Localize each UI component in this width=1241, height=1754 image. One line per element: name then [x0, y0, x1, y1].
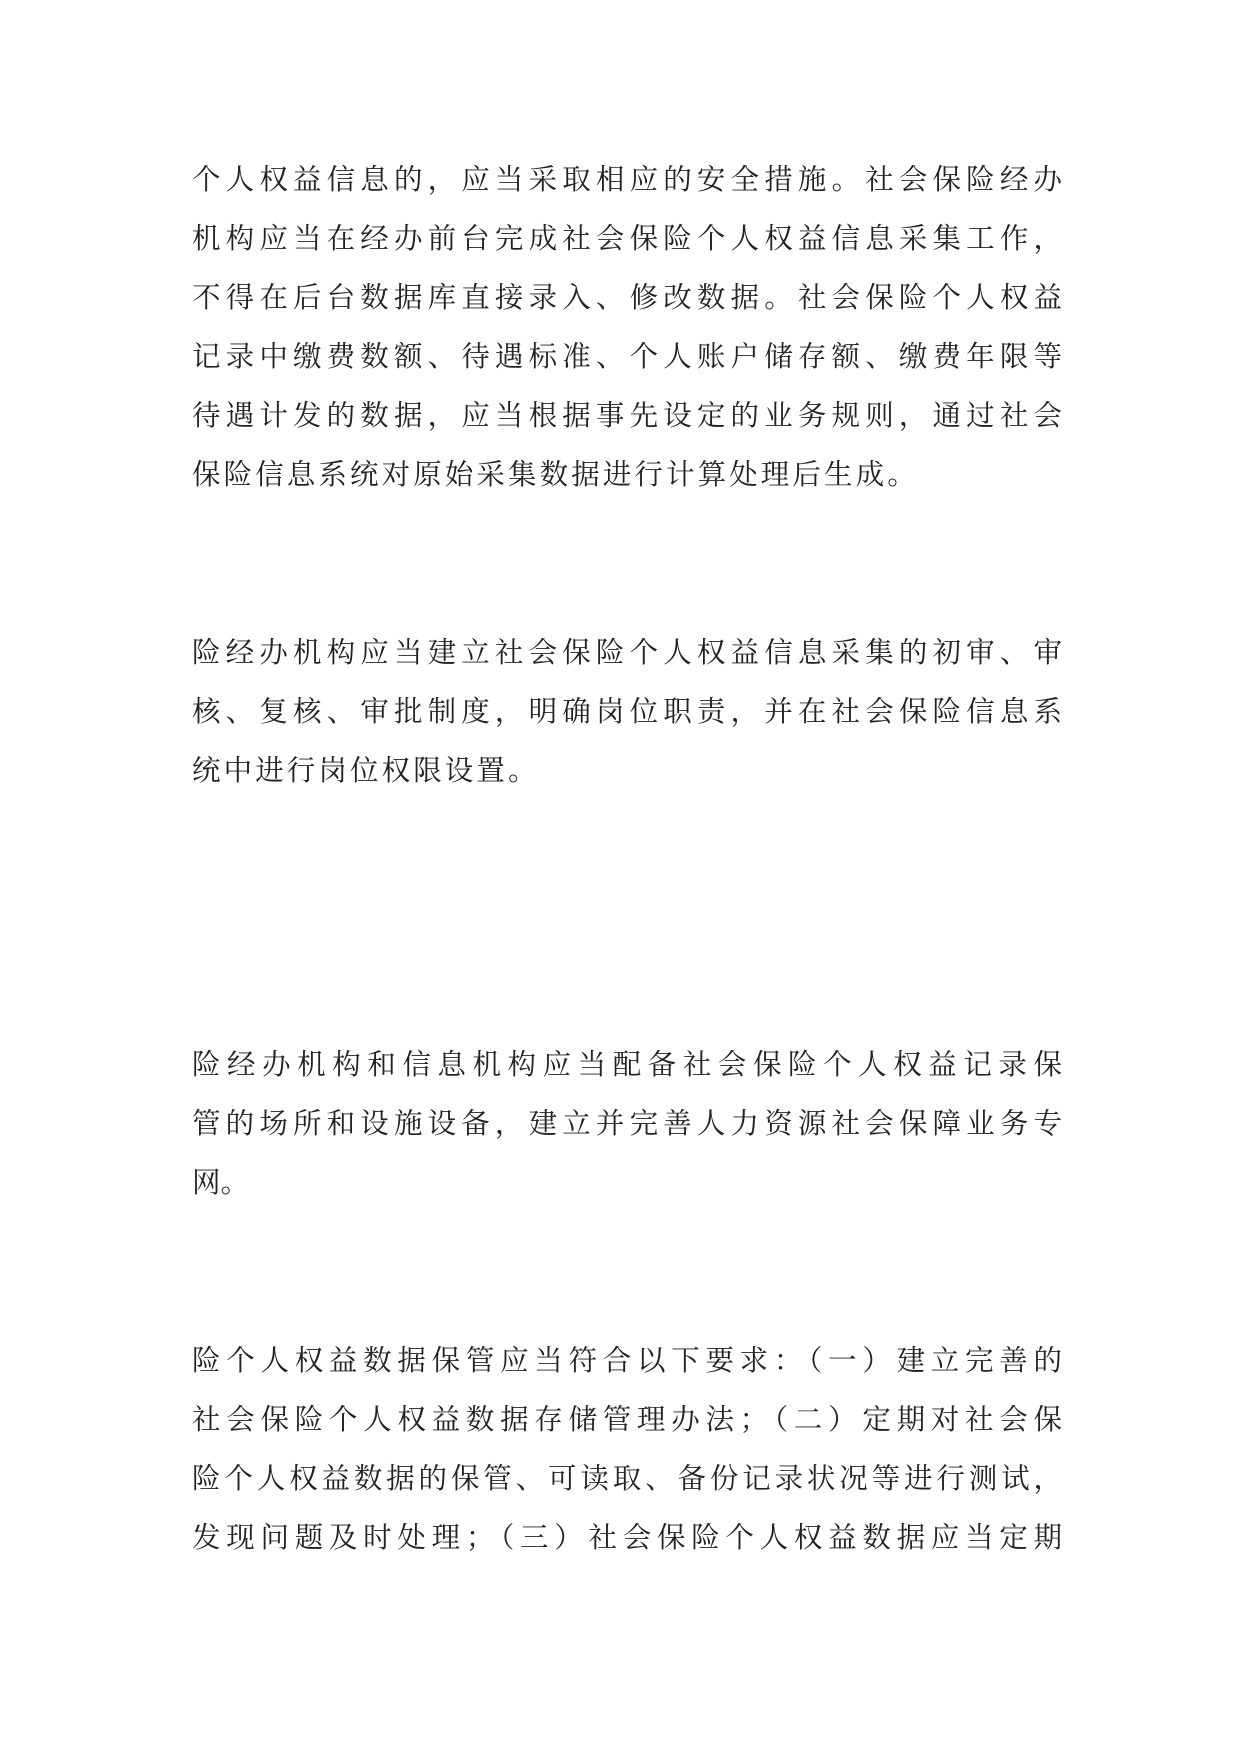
- article-7-line-3: 统中进行岗位权限设置。: [192, 754, 540, 787]
- paragraph-1-line-3: 不得在后台数据库直接录入、修改数据。社会保险个人权益: [192, 281, 1062, 314]
- article-9-line-3: 险个人权益数据的保管、可读取、备份记录状况等进行测试，: [192, 1462, 1062, 1495]
- paragraph-1-line-6: 保险信息系统对原始采集数据进行计算处理后生成。: [192, 458, 919, 491]
- article-8-line-3: 网。: [192, 1166, 250, 1199]
- article-7-line-1: 险经办机构应当建立社会保险个人权益信息采集的初审、审: [192, 636, 1062, 669]
- article-9-line-2: 社会保险个人权益数据存储管理办法；（二）定期对社会保: [192, 1403, 1062, 1436]
- article-7-line-2: 核、复核、审批制度，明确岗位职责，并在社会保险信息系: [192, 695, 1062, 728]
- chapter-3-heading: [192, 869, 1062, 909]
- article-8-line-2: 管的场所和设施设备，建立并完善人力资源社会保障业务专: [192, 1107, 1062, 1140]
- article-8-heading: [192, 986, 1062, 1026]
- paragraph-1-line-5: 待遇计发的数据，应当根据事先设定的业务规则，通过社会: [192, 399, 1062, 432]
- article-7-heading: [192, 574, 1062, 614]
- article-9-heading: [192, 1282, 1062, 1322]
- article-9-line-4: 发现问题及时处理；（三）社会保险个人权益数据应当定期: [192, 1521, 1062, 1554]
- article-9-line-1: 险个人权益数据保管应当符合以下要求：（一）建立完善的: [192, 1344, 1062, 1377]
- paragraph-1-line-1: 个人权益信息的，应当采取相应的安全措施。社会保险经办: [192, 163, 1062, 196]
- article-8-line-1: 险经办机构和信息机构应当配备社会保险个人权益记录保: [192, 1048, 1062, 1081]
- paragraph-1-line-4: 记录中缴费数额、待遇标准、个人账户储存额、缴费年限等: [192, 340, 1062, 373]
- paragraph-1-line-2: 机构应当在经办前台完成社会保险个人权益信息采集工作，: [192, 222, 1062, 255]
